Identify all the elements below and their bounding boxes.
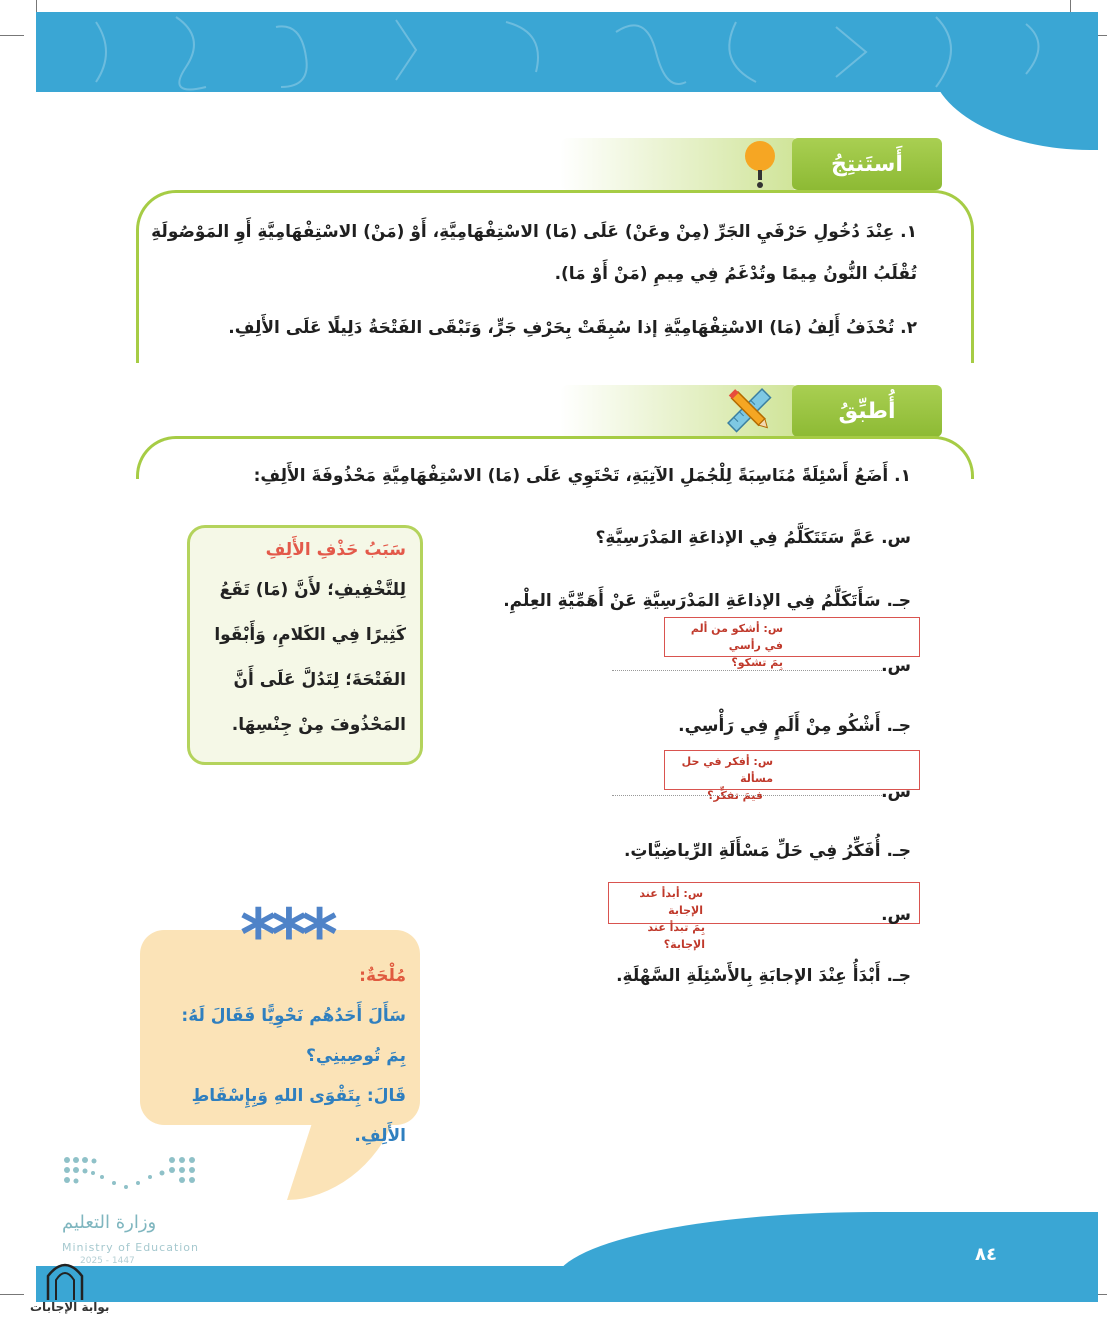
conclude-point-1-line-1: ١. عِنْدَ دُخُولِ حَرْفَيِ الجَرِّ (مِنْ وعَنْ) عَلَى (مَا) الاسْتِفْهَامِيَّةِ، أَوْ (مَنْ) الاسْتِفْهَامِيَّةِ أَوِ المَوْصُولَةِ — [151, 222, 917, 242]
exercise-answer: جـ. أُفَكِّرُ فِي حَلِّ مَسْأَلَةِ الرِّياضِيَّاتِ. — [623, 841, 911, 861]
answer-line — [612, 795, 882, 796]
conclude-tab — [792, 138, 942, 190]
lightbulb-question-icon — [740, 138, 780, 190]
exercise-answer: جـ. أَبْدَأُ عِنْدَ الإجابَةِ بِالأَسْئِلَةِ السَّهْلَةِ. — [616, 966, 911, 986]
ministry-year: 2025 - 1447 — [80, 1256, 135, 1266]
conclude-point-2: ٢. تُحْذَفُ أَلِفُ (مَا) الاسْتِفْهَامِيَّةِ إذا سُبِقَتْ بِحَرْفِ جَرٍّ، وَتَبْقَى الفَتْحَةُ دَلِيلًا عَلَى الأَلِفِ. — [228, 318, 917, 338]
reason-line: لِلتَّخْفِيفِ؛ لأَنَّ (مَا) تَقَعُ — [219, 580, 406, 600]
exercise-question-label: س. — [881, 905, 911, 925]
exercise-question-label: س. — [881, 656, 911, 676]
exercise-answer: جـ. أَشْكُو مِنْ أَلَمٍ فِي رَأْسِي. — [678, 716, 911, 736]
joke-line: سَأَلَ أَحَدُهُم نَحْوِيًّا فَقَالَ لَهُ: — [181, 1006, 406, 1026]
conclude-title: أَستَنتِجُ — [831, 151, 903, 177]
answer-box-line-2: بِمَ تشكو؟ — [731, 656, 783, 669]
reason-title: سَبَبُ حَذْفِ الأَلِفِ — [265, 540, 406, 560]
apply-tab — [792, 385, 942, 437]
answer-box[interactable] — [664, 617, 920, 669]
joke-title: مُلْحَةٌ: — [359, 966, 406, 986]
ministry-name-en: Ministry of Education — [62, 1241, 200, 1254]
stars-decoration: *** — [240, 894, 332, 976]
joke-line: بِمَ تُوصِينِي؟ — [305, 1046, 406, 1066]
reason-line: الفَتْحَةَ؛ لِتَدُلَّ عَلَى أَنَّ — [233, 670, 406, 690]
watermark-text: بوابة الإجابات — [30, 1300, 110, 1314]
answer-box[interactable] — [608, 882, 920, 951]
example-question: س. عَمَّ سَتَتَكَلَّمُ فِي الإذاعَةِ المَدْرَسِيَّةِ؟ — [595, 528, 911, 548]
header-pattern — [36, 12, 1098, 92]
ministry-name-ar: وزارة التعليم — [62, 1212, 157, 1233]
example-answer: جـ. سَأَتَكَلَّمُ فِي الإذاعَةِ المَدْرَسِيَّةِ عَنْ أَهَمِّيَّةِ العِلْمِ. — [503, 591, 911, 611]
exercise-question-label: س. — [881, 782, 911, 802]
answer-line — [612, 670, 882, 671]
reason-line: المَحْذُوفَ مِنْ جِنْسِهَا. — [231, 715, 406, 735]
answer-box-line-1: س: أبدأ عند الإجابة — [639, 887, 703, 917]
joke-line: قَالَ: بِتَقْوَى اللهِ وَبِإِسْقَاطِ الأَلِفِ. — [191, 1086, 406, 1146]
ministry-logo-icon — [62, 1155, 197, 1200]
crop-mark — [0, 1294, 24, 1295]
apply-title: أُطبِّقُ — [838, 398, 896, 424]
page-number: ٨٤ — [975, 1244, 997, 1265]
conclude-point-1-line-2: تُقْلَبُ النُّونُ مِيمًا وتُدْغَمُ فِي مِيمِ (مَنْ أَوْ مَا). — [554, 264, 917, 284]
crop-mark — [0, 35, 24, 36]
apply-instruction: ١. أَضَعُ أَسْئِلَةً مُنَاسِبَةً لِلْجُمَلِ الآتِيَةِ، تَحْتَوِي عَلَى (مَا) الاسْتِفْهَامِيَّةِ مَحْذُوفَةَ الأَلِفِ: — [253, 466, 911, 486]
reason-line: كَثِيرًا فِي الكَلامِ، وَأَبْقَوا — [214, 625, 406, 645]
answer-box-line-2: بِمَ تبدأ عند الإجابة؟ — [647, 921, 705, 951]
footer-band — [36, 1266, 1098, 1302]
answer-box-line-1: س: أفكر في حل مسألة — [681, 755, 773, 785]
crop-mark — [36, 0, 37, 12]
answer-box-line-1: س: أشكو من ألم في رأسي — [690, 622, 783, 652]
ruler-pencil-icon — [722, 384, 778, 438]
reason-box — [187, 525, 423, 765]
answer-box-line-2: فيمَ تفكِّر؟ — [707, 789, 763, 802]
mosque-icon — [44, 1256, 86, 1302]
